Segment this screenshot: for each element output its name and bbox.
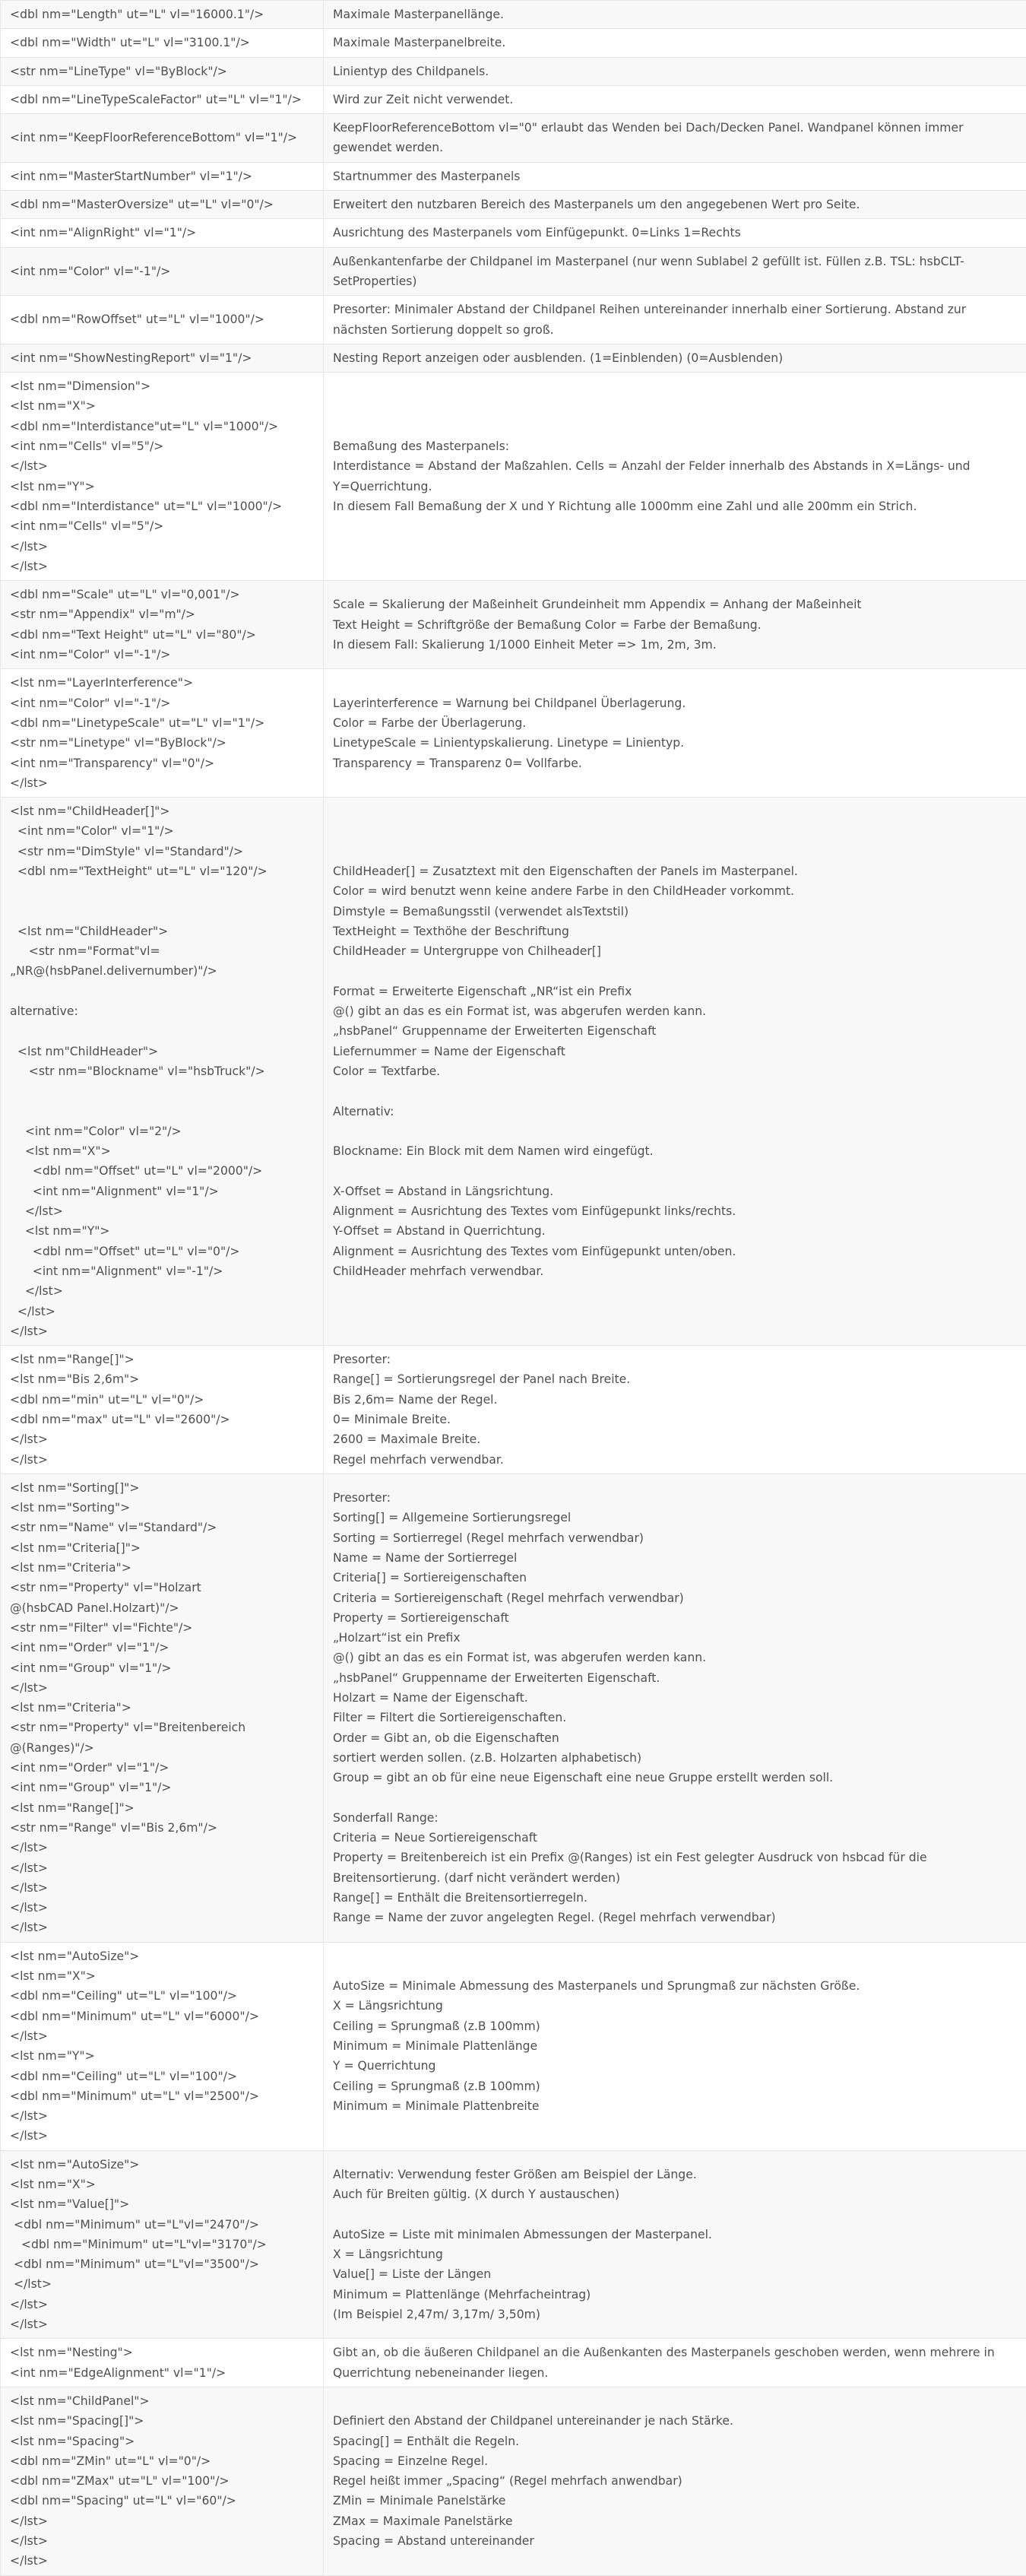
description-cell: Presorter: Minimaler Abstand der Childpanel Reihen untereinander innerhalb einer Sortierung. Abstand zur nächsten Sortierung doppelt so groß.	[324, 296, 1026, 344]
xml-code-cell: <int nm="AlignRight" vl="1"/>	[1, 219, 324, 247]
description-cell: KeepFloorReferenceBottom vl="0" erlaubt das Wenden bei Dach/Decken Panel. Wandpanel können immer gewendet werden.	[324, 114, 1026, 163]
table-row	[1, 29, 1026, 57]
description-cell: AutoSize = Minimale Abmessung des Masterpanels und Sprungmaß zur nächsten Größe. X = Längsrichtung Ceiling = Sprungmaß (z.B 100mm) Minimum = Minimale Plattenlänge Y = Querrichtung Ceiling = Sprungmaß (z.B 100mm) Minimum = Minimale Plattenbreite	[324, 1942, 1026, 2150]
table-row	[1, 191, 1026, 219]
table-row	[1, 57, 1026, 85]
table-row	[1, 2387, 1026, 2575]
xml-code-cell: <lst nm="ChildPanel"> <lst nm="Spacing[]"> <lst nm="Spacing"> <dbl nm="ZMin" ut="L" vl="0"/> <dbl nm="ZMax" ut="L" vl="100"/> <dbl nm="Spacing" ut="L" vl="60"/> </lst> </lst> </lst>	[1, 2387, 324, 2575]
table-row	[1, 798, 1026, 1346]
xml-code-cell: <str nm="LineType" vl="ByBlock"/>	[1, 57, 324, 85]
description-cell: Alternativ: Verwendung fester Größen am Beispiel der Länge. Auch für Breiten gültig. (X durch Y austauschen) AutoSize = Liste mit minimalen Abmessungen der Masterpanel. X = Längsrichtung Value[] = Liste der Längen Minimum = Plattenlänge (Mehrfacheintrag) (Im Beispiel 2,47m/ 3,17m/ 3,50m)	[324, 2150, 1026, 2339]
description-cell: Linientyp des Childpanels.	[324, 57, 1026, 85]
xml-code-cell: <int nm="Color" vl="-1"/>	[1, 247, 324, 296]
description-cell: Erweitert den nutzbaren Bereich des Masterpanels um den angegebenen Wert pro Seite.	[324, 191, 1026, 219]
xml-code-cell: <int nm="MasterStartNumber" vl="1"/>	[1, 162, 324, 190]
table-row	[1, 296, 1026, 344]
table-row	[1, 85, 1026, 113]
table-row	[1, 1474, 1026, 1942]
table-row	[1, 1346, 1026, 1474]
description-cell: Presorter: Range[] = Sortierungsregel der Panel nach Breite. Bis 2,6m= Name der Regel. 0= Minimale Breite. 2600 = Maximale Breite. Regel mehrfach verwendbar.	[324, 1346, 1026, 1474]
table-row	[1, 373, 1026, 581]
table-row	[1, 1942, 1026, 2150]
xml-code-cell: <dbl nm="LineTypeScaleFactor" ut="L" vl="1"/>	[1, 85, 324, 113]
description-cell: Wird zur Zeit nicht verwendet.	[324, 85, 1026, 113]
description-cell: Maximale Masterpanellänge.	[324, 1, 1026, 29]
description-cell: Ausrichtung des Masterpanels vom Einfügepunkt. 0=Links 1=Rechts	[324, 219, 1026, 247]
table-row	[1, 669, 1026, 798]
xml-code-cell: <lst nm="ChildHeader[]"> <int nm="Color" vl="1"/> <str nm="DimStyle" vl="Standard"/> <dbl nm="TextHeight" ut="L" vl="120"/> <lst nm="ChildHeader"> <str nm="Format"vl= „NR@(hsbPanel.delivernumber)"/> alternative: <lst nm"ChildHeader"> <str nm="Blockname" vl="hsbTruck"/> <int nm="Color" vl="2"/> <lst nm="X"> <dbl nm="Offset" ut="L" vl="2000"/> <int nm="Alignment" vl="1"/> </lst> <lst nm="Y"> <dbl nm="Offset" ut="L" vl="0"/> <int nm="Alignment" vl="-1"/> </lst> </lst> </lst>	[1, 798, 324, 1346]
xml-code-cell: <int nm="KeepFloorReferenceBottom" vl="1"/>	[1, 114, 324, 163]
description-cell: Gibt an, ob die äußeren Childpanel an die Außenkanten des Masterpanels geschoben werden, wenn mehrere in Querrichtung nebeneinander liegen.	[324, 2339, 1026, 2387]
description-cell: ChildHeader[] = Zusatztext mit den Eigenschaften der Panels im Masterpanel. Color = wird benutzt wenn keine andere Farbe in den ChildHeader vorkommt. Dimstyle = Bemaßungsstil (verwendet alsTextstil) TextHeight = Texthöhe der Beschriftung ChildHeader = Untergruppe von Chilheader[] Format = Erweiterte Eigenschaft „NR“ist ein Prefix @() gibt an das es ein Format ist, was abgerufen werden kann. „hsbPanel“ Gruppenname der Erweiterten Eigenschaft Liefernummer = Name der Eigenschaft Color = Textfarbe. Alternativ: Blockname: Ein Block mit dem Namen wird eingefügt. X-Offset = Abstand in Längsrichtung. Alignment = Ausrichtung des Textes vom Einfügepunkt links/rechts. Y-Offset = Abstand in Querrichtung. Alignment = Ausrichtung des Textes vom Einfügepunkt unten/oben. ChildHeader mehrfach verwendbar.	[324, 798, 1026, 1346]
xml-code-cell: <dbl nm="Width" ut="L" vl="3100.1"/>	[1, 29, 324, 57]
xml-code-cell: <lst nm="AutoSize"> <lst nm="X"> <dbl nm="Ceiling" ut="L" vl="100"/> <dbl nm="Minimum" ut="L" vl="6000"/> </lst> <lst nm="Y"> <dbl nm="Ceiling" ut="L" vl="100"/> <dbl nm="Minimum" ut="L" vl="2500"/> </lst> </lst>	[1, 1942, 324, 2150]
description-cell: Scale = Skalierung der Maßeinheit Grundeinheit mm Appendix = Anhang der Maßeinheit Text Height = Schriftgröße der Bemaßung Color = Farbe der Bemaßung. In diesem Fall: Skalierung 1/1000 Einheit Meter => 1m, 2m, 3m.	[324, 581, 1026, 669]
xml-code-cell: <dbl nm="Length" ut="L" vl="16000.1"/>	[1, 1, 324, 29]
description-cell: Nesting Report anzeigen oder ausblenden. (1=Einblenden) (0=Ausblenden)	[324, 344, 1026, 372]
table-row	[1, 1, 1026, 29]
xml-code-cell: <lst nm="AutoSize"> <lst nm="X"> <lst nm="Value[]"> <dbl nm="Minimum" ut="L"vl="2470"/> <dbl nm="Minimum" ut="L"vl="3170"/> <dbl nm="Minimum" ut="L"vl="3500"/> </lst> </lst> </lst>	[1, 2150, 324, 2339]
xml-code-cell: <lst nm="Range[]"> <lst nm="Bis 2,6m"> <dbl nm="min" ut="L" vl="0"/> <dbl nm="max" ut="L" vl="2600"/> </lst> </lst>	[1, 1346, 324, 1474]
description-cell: Außenkantenfarbe der Childpanel im Masterpanel (nur wenn Sublabel 2 gefüllt ist. Füllen z.B. TSL: hsbCLT-SetProperties)	[324, 247, 1026, 296]
description-cell: Maximale Masterpanelbreite.	[324, 29, 1026, 57]
xml-code-cell: <lst nm="Nesting"> <int nm="EdgeAlignment" vl="1"/>	[1, 2339, 324, 2387]
table-row	[1, 247, 1026, 296]
table-row	[1, 344, 1026, 372]
table-row	[1, 2339, 1026, 2387]
table-row	[1, 114, 1026, 163]
description-cell: Layerinterference = Warnung bei Childpanel Überlagerung. Color = Farbe der Überlagerung. LinetypeScale = Linientypskalierung. Linetype = Linientyp. Transparency = Transparenz 0= Vollfarbe.	[324, 669, 1026, 798]
description-cell: Startnummer des Masterpanels	[324, 162, 1026, 190]
xml-code-cell: <dbl nm="RowOffset" ut="L" vl="1000"/>	[1, 296, 324, 344]
xml-code-cell: <dbl nm="MasterOversize" ut="L" vl="0"/>	[1, 191, 324, 219]
xml-code-cell: <lst nm="Dimension"> <lst nm="X"> <dbl nm="Interdistance"ut="L" vl="1000"/> <int nm="Cells" vl="5"/> </lst> <lst nm="Y"> <dbl nm="Interdistance" ut="L" vl="1000"/> <int nm="Cells" vl="5"/> </lst> </lst>	[1, 373, 324, 581]
table-row	[1, 219, 1026, 247]
xml-code-cell: <dbl nm="Scale" ut="L" vl="0,001"/> <str nm="Appendix" vl="m"/> <dbl nm="Text Height" ut="L" vl="80"/> <int nm="Color" vl="-1"/>	[1, 581, 324, 669]
parameter-table-body	[1, 1, 1026, 2576]
description-cell: Bemaßung des Masterpanels: Interdistance = Abstand der Maßzahlen. Cells = Anzahl der Felder innerhalb des Abstands in X=Längs- und Y=Querrichtung. In diesem Fall Bemaßung der X und Y Richtung alle 1000mm eine Zahl und alle 200mm ein Strich.	[324, 373, 1026, 581]
table-row	[1, 581, 1026, 669]
xml-code-cell: <lst nm="Sorting[]"> <lst nm="Sorting"> <str nm="Name" vl="Standard"/> <lst nm="Criteria[]"> <lst nm="Criteria"> <str nm="Property" vl="Holzart @(hsbCAD Panel.Holzart)"/> <str nm="Filter" vl="Fichte"/> <int nm="Order" vl="1"/> <int nm="Group" vl="1"/> </lst> <lst nm="Criteria"> <str nm="Property" vl="Breitenbereich @(Ranges)"/> <int nm="Order" vl="1"/> <int nm="Group" vl="1"/> <lst nm="Range[]"> <str nm="Range" vl="Bis 2,6m"/> </lst> </lst> </lst> </lst> </lst>	[1, 1474, 324, 1942]
description-cell: Presorter: Sorting[] = Allgemeine Sortierungsregel Sorting = Sortierregel (Regel mehrfach verwendbar) Name = Name der Sortierregel Criteria[] = Sortiereigenschaften Criteria = Sortiereigenschaft (Regel mehrfach verwendbar) Property = Sortiereigenschaft „Holzart“ist ein Prefix @() gibt an das es ein Format ist, was abgerufen werden kann. „hsbPanel“ Gruppenname der Erweiterten Eigenschaft. Holzart = Name der Eigenschaft. Filter = Filtert die Sortiereigenschaften. Order = Gibt an, ob die Eigenschaften sortiert werden sollen. (z.B. Holzarten alphabetisch) Group = gibt an ob für eine neue Eigenschaft eine neue Gruppe erstellt werden soll. Sonderfall Range: Criteria = Neue Sortiereigenschaft Property = Breitenbereich ist ein Prefix @(Ranges) ist ein Fest gelegter Ausdruck von hsbcad für die Breitensortierung. (darf nicht verändert werden) Range[] = Enthält die Breitensortierregeln. Range = Name der zuvor angelegten Regel. (Regel mehrfach verwendbar)	[324, 1474, 1026, 1942]
table-row	[1, 162, 1026, 190]
xml-code-cell: <int nm="ShowNestingReport" vl="1"/>	[1, 344, 324, 372]
description-cell: Definiert den Abstand der Childpanel untereinander je nach Stärke. Spacing[] = Enthält die Regeln. Spacing = Einzelne Regel. Regel heißt immer „Spacing“ (Regel mehrfach anwendbar) ZMin = Minimale Panelstärke ZMax = Maximale Panelstärke Spacing = Abstand untereinander	[324, 2387, 1026, 2575]
xml-code-cell: <lst nm="LayerInterference"> <int nm="Color" vl="-1"/> <dbl nm="LinetypeScale" ut="L" vl="1"/> <str nm="Linetype" vl="ByBlock"/> <int nm="Transparency" vl="0"/> </lst>	[1, 669, 324, 798]
table-row	[1, 2150, 1026, 2339]
